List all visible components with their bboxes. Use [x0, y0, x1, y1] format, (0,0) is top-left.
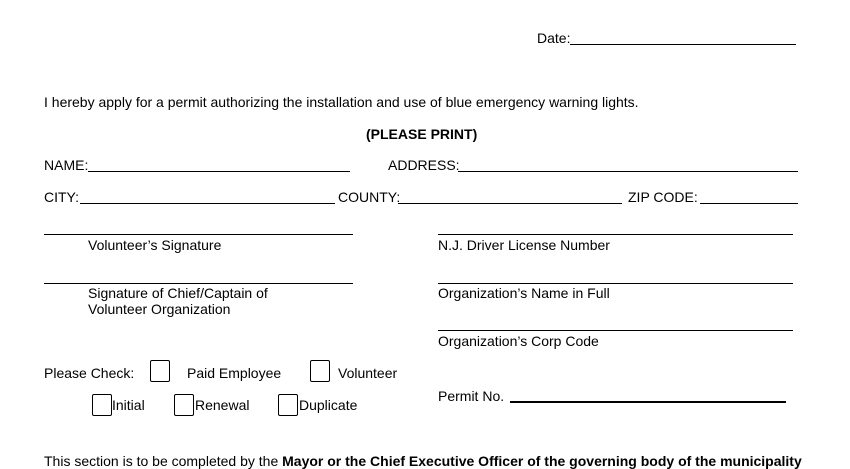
paid-employee-label: Paid Employee: [187, 365, 282, 381]
date-field[interactable]: [570, 44, 796, 45]
permit-no-field[interactable]: [510, 401, 786, 403]
county-label: COUNTY:: [338, 189, 401, 205]
chief-signature-label-line1: Signature of Chief/Captain of: [88, 285, 268, 301]
city-label: CITY:: [44, 189, 80, 205]
intro-text: I hereby apply for a permit authorizing the installation and use of blue emergency warning lights.: [44, 94, 639, 110]
org-corp-code-label: Organization’s Corp Code: [438, 333, 599, 349]
driver-license-line[interactable]: [438, 234, 793, 235]
volunteer-checkbox[interactable]: [310, 360, 330, 382]
volunteer-signature-label: Volunteer’s Signature: [88, 237, 222, 253]
initial-label: Initial: [112, 397, 145, 413]
name-label: NAME:: [44, 157, 89, 173]
volunteer-signature-line[interactable]: [44, 234, 353, 235]
org-name-label: Organization’s Name in Full: [438, 285, 610, 301]
footer-prefix: This section is to be completed by the: [44, 453, 283, 469]
renewal-checkbox[interactable]: [174, 394, 194, 416]
address-label: ADDRESS:: [388, 157, 460, 173]
footer-text: [44, 453, 802, 469]
chief-signature-label-line2: Volunteer Organization: [88, 301, 231, 317]
volunteer-label: Volunteer: [338, 365, 398, 381]
paid-employee-checkbox[interactable]: [150, 360, 170, 382]
please-print-heading: (PLEASE PRINT): [366, 126, 478, 142]
zip-field[interactable]: [700, 203, 798, 204]
name-field[interactable]: [88, 171, 350, 172]
county-field[interactable]: [398, 203, 622, 204]
duplicate-label: Duplicate: [299, 397, 358, 413]
initial-checkbox[interactable]: [92, 394, 112, 416]
driver-license-label: N.J. Driver License Number: [438, 237, 610, 253]
date-label: Date:: [537, 30, 571, 46]
address-field[interactable]: [458, 171, 798, 172]
zip-label: ZIP CODE:: [628, 189, 698, 205]
renewal-label: Renewal: [195, 397, 250, 413]
org-name-line[interactable]: [438, 283, 793, 284]
chief-signature-line[interactable]: [44, 283, 353, 284]
duplicate-checkbox[interactable]: [278, 394, 298, 416]
org-corp-code-line[interactable]: [438, 330, 793, 331]
city-field[interactable]: [80, 203, 335, 204]
footer-bold: Mayor or the Chief Executive Officer of the governing body of the municipality: [282, 453, 802, 469]
please-check-label: Please Check:: [44, 365, 135, 381]
permit-no-label: Permit No.: [438, 388, 505, 404]
